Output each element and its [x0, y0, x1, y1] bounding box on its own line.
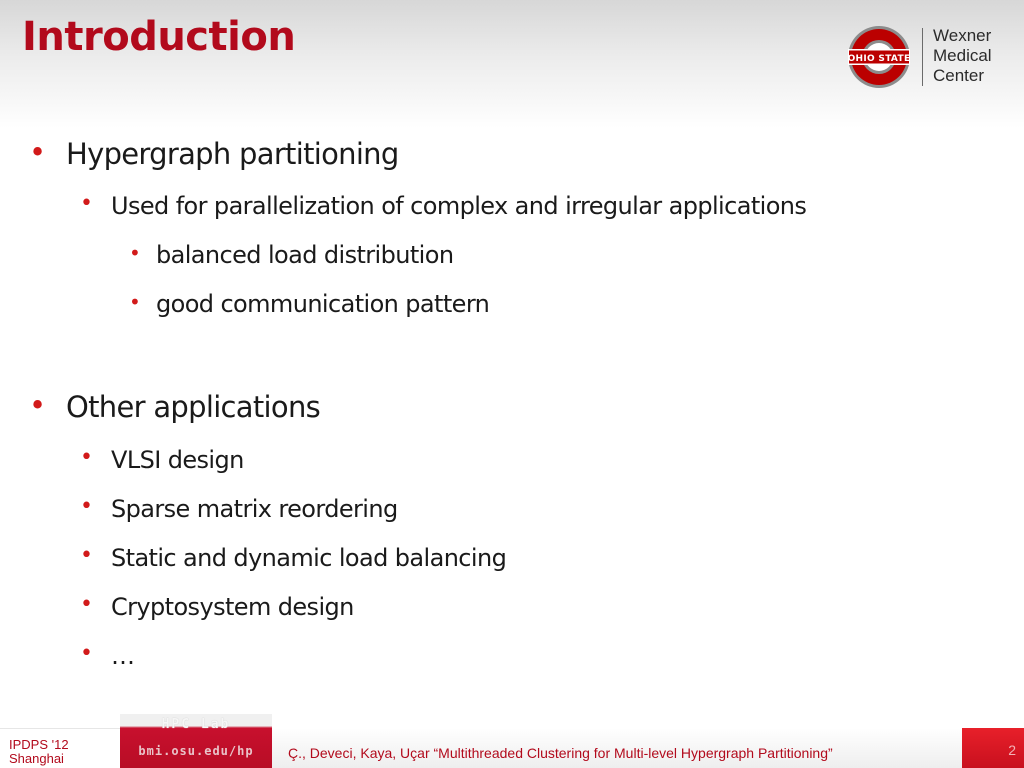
- footer-citation: Ç., Deveci, Kaya, Uçar “Multithreaded Clustering for Multi-level Hypergraph Partitioning”: [288, 745, 833, 761]
- slide-footer: [0, 717, 1024, 768]
- bullet-communication-pattern: [129, 290, 490, 318]
- footer-conference-city: Shanghai: [9, 751, 64, 766]
- footer-conference: [0, 728, 120, 768]
- bullet-balanced-load: [129, 241, 454, 269]
- bullet-dot: •: [80, 641, 93, 666]
- bullet-text: Cryptosystem design: [111, 593, 354, 621]
- bullet-dot: •: [80, 592, 93, 617]
- bullet-text: Hypergraph partitioning: [66, 137, 399, 171]
- footer-conference-name: IPDPS '12: [9, 737, 69, 752]
- bullet-hypergraph-partitioning: [29, 135, 399, 171]
- bullet-text: good communication pattern: [156, 290, 490, 318]
- bullet-text: …: [111, 642, 135, 670]
- bullet-dot: •: [80, 494, 93, 519]
- bullet-dot: •: [129, 290, 141, 314]
- bullet-dot: •: [80, 445, 93, 470]
- bullet-dot: •: [29, 388, 46, 422]
- footer-lab-name: HPC Lab: [161, 717, 231, 732]
- page-number: 2: [1008, 742, 1016, 758]
- bullet-text: balanced load distribution: [156, 241, 454, 269]
- logo-line-medical: Medical: [933, 46, 992, 65]
- footer-citation-bar: [272, 728, 962, 768]
- bullet-load-balancing: [80, 543, 507, 572]
- bullet-dot: •: [29, 135, 46, 169]
- bullet-text: Used for parallelization of complex and irregular applications: [111, 192, 807, 220]
- footer-lab-badge: [120, 714, 272, 768]
- bullet-dot: •: [80, 191, 93, 216]
- bullet-ellipsis: [80, 641, 135, 670]
- bullet-sparse-matrix: [80, 494, 398, 523]
- logo-line-center: Center: [933, 66, 985, 85]
- logo-mark-text: OHIO STATE: [847, 54, 911, 64]
- bullet-text: Other applications: [66, 390, 321, 424]
- bullet-dot: •: [129, 241, 141, 265]
- bullet-text: Sparse matrix reordering: [111, 495, 398, 523]
- bullet-text: VLSI design: [111, 446, 244, 474]
- logo-line-wexner: Wexner: [933, 26, 992, 45]
- bullet-parallelization: [80, 191, 807, 220]
- footer-lab-url: bmi.osu.edu/hp: [138, 744, 254, 758]
- slide-title: Introduction: [22, 14, 296, 60]
- bullet-text: Static and dynamic load balancing: [111, 544, 507, 572]
- bullet-dot: •: [80, 543, 93, 568]
- bullet-cryptosystem: [80, 592, 354, 621]
- footer-page-box: [962, 728, 1024, 768]
- bullet-vlsi-design: [80, 445, 244, 474]
- bullet-other-applications: [29, 388, 321, 424]
